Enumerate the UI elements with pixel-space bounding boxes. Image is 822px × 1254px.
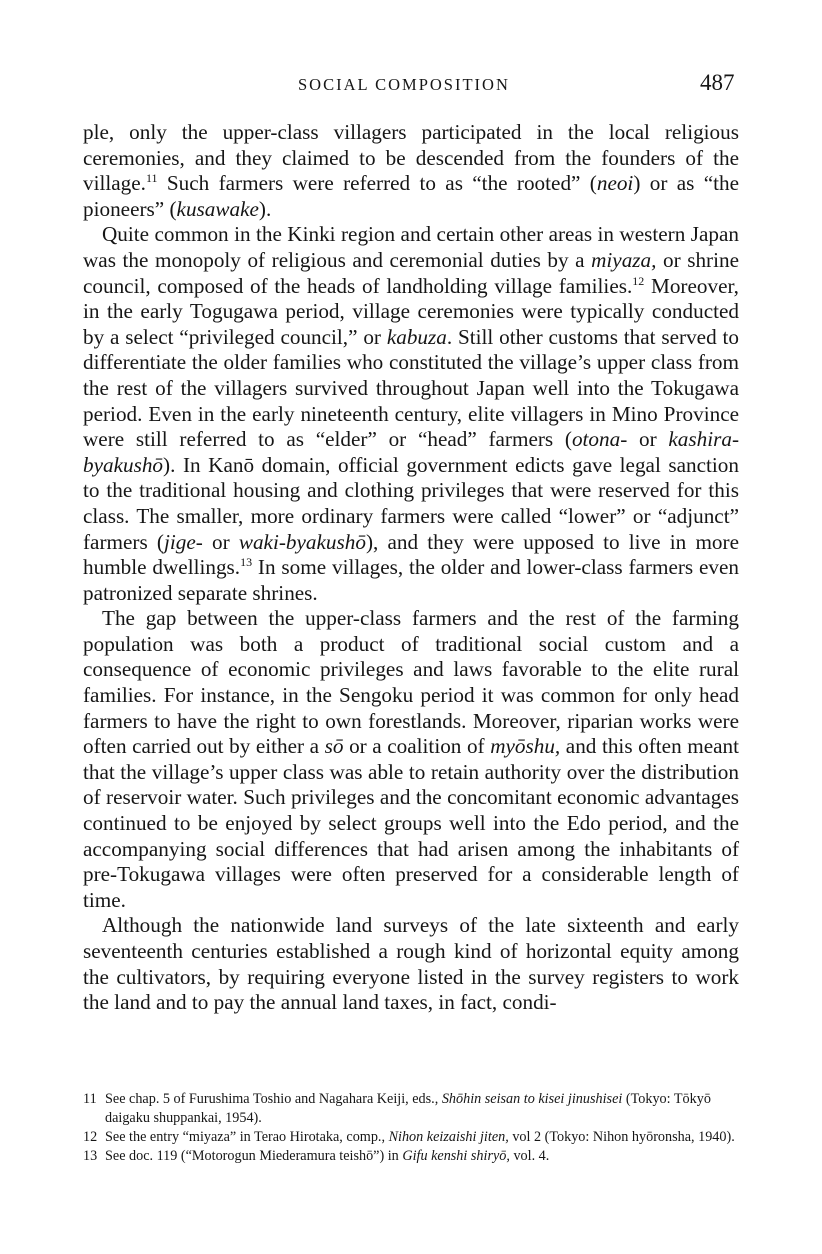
running-head: SOCIAL COMPOSITION (298, 75, 510, 94)
footnote-ref: 12 (632, 273, 645, 288)
text-run: or shrine council, composed of the heads of landholding village families. (83, 247, 739, 298)
italic-term: waki-byakushō (238, 529, 366, 554)
text-run: Quite common in the Kinki region and certain other areas in western Japan was the monopoly of religious and ceremonial duties by a (83, 222, 739, 272)
page-number: 487 (700, 70, 735, 95)
footnote-number: 13 (83, 1148, 98, 1164)
paragraph (83, 606, 739, 913)
text-run: Such farmers were referred to as “the rooted” ( (157, 171, 597, 196)
italic-term: neoi (596, 171, 634, 196)
text-run: ). In Kanō domain, official government edicts gave legal sanction to the traditional housing and clothing privileges that were reserved for this class. The smaller, more ordinary farmers were called “lower” or “adjunct” farmers ( (83, 452, 739, 554)
footnotes (83, 1090, 743, 1166)
text-run: or (202, 529, 239, 554)
footnote-text (105, 1129, 735, 1145)
text-run: or a coalition of (343, 734, 491, 759)
italic-term: Gifu kenshi shiryō, (402, 1148, 510, 1164)
italic-term: kusawake (176, 196, 259, 221)
italic-term: miyaza, (591, 247, 657, 272)
footnote-ref: 13 (240, 555, 253, 570)
text-run: See doc. 119 (“Motorogun Miederamura teishō”) in (105, 1148, 403, 1164)
text-run: ) or as “the pioneers” ( (83, 171, 739, 221)
footnote (83, 1090, 743, 1128)
italic-term: otona- (571, 427, 628, 452)
text-run: . Still other customs that served to differentiate the older families who constituted the village’s upper class from the rest of the villagers survived throughout Japan well into the Tokugawa period. Even in the early nineteenth century, elite villagers in Mino Province were still referred to as “elder” or “head” farmers ( (83, 324, 739, 452)
italic-term: kashira-byakushō (83, 427, 739, 477)
footnote (83, 1147, 743, 1166)
italic-term: Nihon keizaishi jiten, (388, 1129, 509, 1145)
paragraph (83, 222, 739, 606)
text-run: (Tokyo: Tōkyō daigaku shuppankai, 1954). (105, 1091, 711, 1126)
text-run: ple, only the upper-class villagers participated in the local religious ceremonies, and they claimed to be descended from the founders of the village. (83, 120, 739, 196)
footnote (83, 1128, 743, 1147)
text-run: See chap. 5 of Furushima Toshio and Nagahara Keiji, eds., (105, 1091, 442, 1107)
italic-term: Shōhin seisan to kisei jinushisei (441, 1091, 623, 1107)
text-run: See the entry “miyaza” in Terao Hirotaka, comp., (105, 1129, 389, 1145)
body-text (83, 120, 739, 1016)
text-run: In some villages, the older and lower-class farmers even patronized separate shrines. (83, 555, 739, 605)
footnote-text (105, 1148, 549, 1164)
italic-term: kabuza (386, 324, 447, 349)
text-run: vol. 4. (509, 1148, 550, 1164)
text-run: vol 2 (Tokyo: Nihon hyōronsha, 1940). (508, 1129, 735, 1145)
text-run: or (627, 427, 669, 452)
footnote-number: 12 (83, 1129, 98, 1145)
text-run: Moreover, in the early Togugawa period, village ceremonies were typically conducted by a select “privileged council,” or (83, 273, 739, 349)
text-run: Although the nationwide land surveys of the late sixteenth and early seventeenth centuries established a rough kind of horizontal equity among the cultivators, by requiring everyone listed in the survey registers to work the land and to pay the annual land taxes, in fact, condi- (83, 913, 739, 1015)
footnote-number: 11 (83, 1091, 97, 1107)
footnote-text (105, 1091, 711, 1126)
italic-term: jige- (163, 529, 203, 554)
italic-term: sō (324, 734, 344, 759)
paragraph (83, 913, 739, 1015)
text-run: ). (258, 196, 272, 221)
text-run: and this often meant that the village’s upper class was able to retain authority over the distribution of reservoir water. Such privileges and the concomitant economic advantages continued to be enjoyed by select groups well into the Edo period, and the accompanying social differences that had arisen among the inhabitants of pre-Tokugawa villages were often preserved for a considerable length of time. (83, 734, 739, 912)
text-run: ), and they were upposed to live in more humble dwellings. (83, 529, 739, 580)
text-run: The gap between the upper-class farmers and the rest of the farming population was both a product of traditional social custom and a consequence of economic privileges and laws favorable to the elite rural families. For instance, in the Sengoku period it was common for only head farmers to have the right to own forestlands. Moreover, riparian works were often carried out by either a (83, 606, 739, 759)
footnote-ref: 11 (145, 171, 158, 186)
italic-term: myōshu, (490, 734, 561, 759)
paragraph (83, 120, 739, 222)
